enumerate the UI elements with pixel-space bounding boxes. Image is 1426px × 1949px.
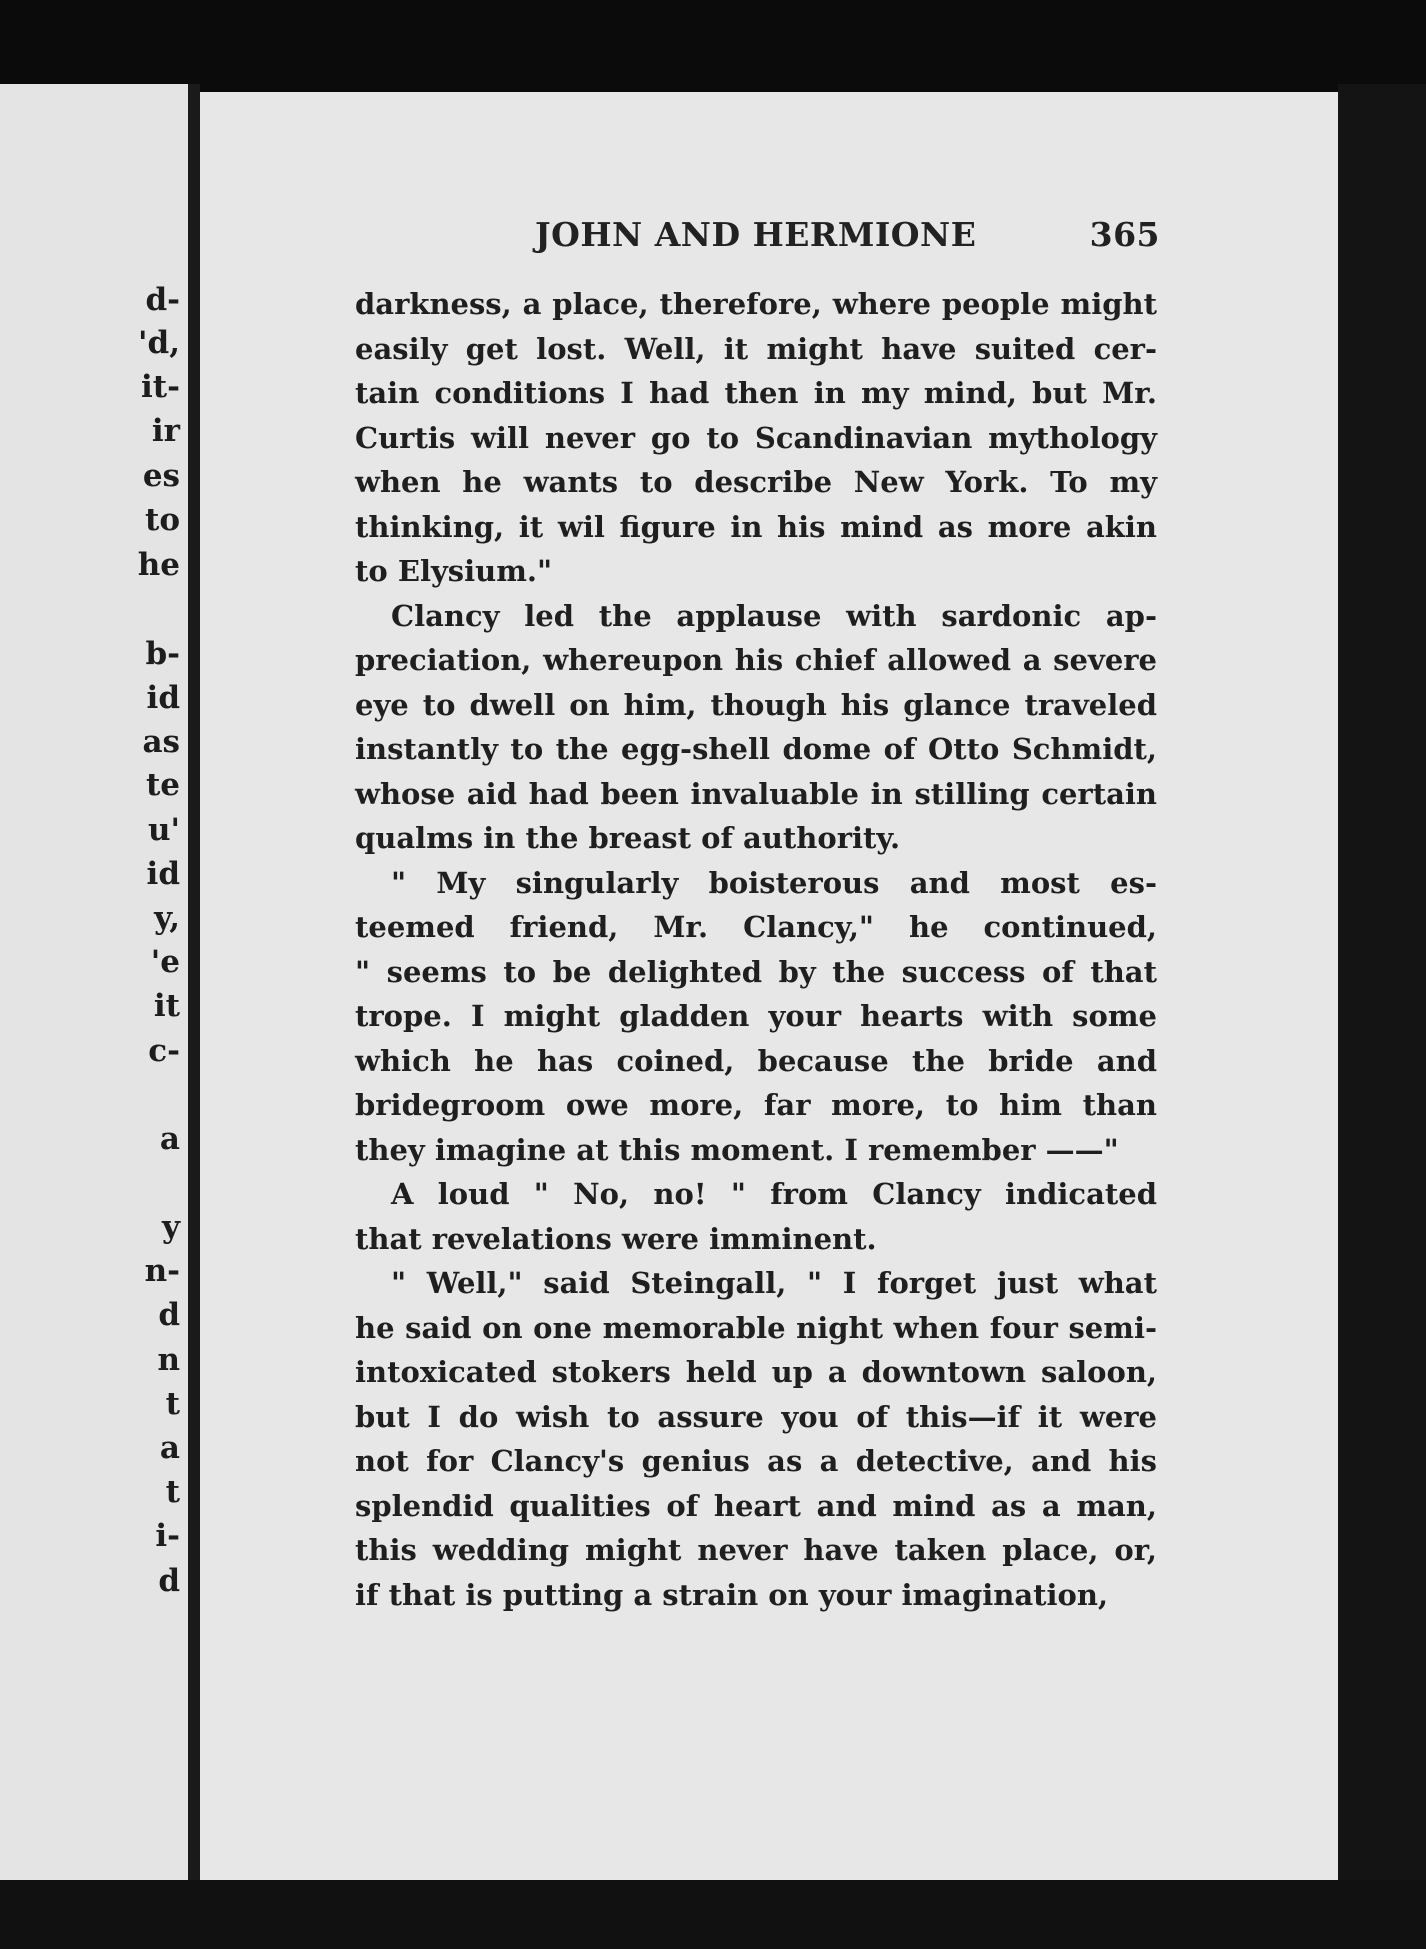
text-line: but I do wish to assure you of this—if it were — [355, 1399, 1157, 1434]
text-line: preciation, whereupon his chief allowed a severe — [355, 643, 1157, 677]
left-page-fragment: to — [145, 502, 180, 538]
running-head-title: JOHN AND HERMIONE — [535, 215, 977, 254]
left-page-fragment: id — [146, 856, 180, 892]
left-page-fragment: c- — [148, 1033, 180, 1069]
scan-background-bottom — [0, 1880, 1426, 1949]
running-head — [535, 215, 1160, 259]
left-page-fragment: he — [137, 547, 180, 583]
left-page-fragment: a — [159, 1430, 180, 1466]
left-page-fragment: u' — [147, 812, 180, 848]
text-line: he said on one memorable night when four semi- — [355, 1310, 1157, 1345]
page-number: 365 — [1089, 215, 1160, 254]
left-page-fragment: d — [158, 1297, 180, 1333]
text-line: Clancy led the applause with sardonic ap- — [391, 598, 1157, 633]
text-line: qualms in the breast of authority. — [355, 821, 901, 855]
text-line: teemed friend, Mr. Clancy," he continued, — [355, 910, 1157, 944]
text-line: splendid qualities of heart and mind as a man, — [355, 1488, 1157, 1523]
text-line: which he has coined, because the bride and — [355, 1043, 1157, 1078]
left-page-fragment: n — [157, 1342, 180, 1378]
text-line: they imagine at this moment. I remember ——" — [355, 1132, 1119, 1167]
text-line: " seems to be delighted by the success of that — [355, 954, 1157, 989]
left-page-fragment: y — [161, 1209, 180, 1245]
scan-background-right — [1338, 84, 1426, 1949]
text-line: tain conditions I had then in my mind, but Mr. — [355, 376, 1157, 410]
left-page-fragment: t — [165, 1386, 180, 1422]
text-line: to Elysium." — [355, 554, 553, 588]
text-line: " Well," said Steingall, " I forget just what — [391, 1266, 1157, 1300]
text-line: Curtis will never go to Scandinavian mythology — [355, 420, 1157, 455]
left-page-fragment: 'e — [150, 944, 180, 980]
left-page-fragment: it — [153, 988, 180, 1024]
text-line: eye to dwell on him, though his glance traveled — [355, 687, 1157, 722]
text-line: " My singularly boisterous and most es- — [391, 865, 1157, 900]
left-page-fragment: 'd, — [138, 325, 180, 361]
previous-page-margin — [0, 84, 188, 1914]
left-page-fragment: as — [142, 724, 180, 760]
text-line: trope. I might gladden your hearts with some — [355, 999, 1157, 1033]
left-page-fragment: it- — [141, 369, 180, 405]
left-page-fragment: t — [165, 1474, 180, 1510]
left-page-fragment: d — [158, 1563, 180, 1599]
text-line: thinking, it wil figure in his mind as more akin — [355, 509, 1157, 544]
text-line: that revelations were imminent. — [355, 1221, 877, 1256]
left-page-fragment: es — [142, 458, 180, 494]
page-body-text — [355, 282, 1157, 1617]
left-page-fragment: a — [159, 1121, 180, 1157]
text-line: when he wants to describe New York. To my — [355, 465, 1157, 499]
text-line: intoxicated stokers held up a downtown saloon, — [355, 1355, 1157, 1389]
text-line: this wedding might never have taken place, or, — [355, 1533, 1157, 1567]
text-line: easily get lost. Well, it might have suited cer- — [355, 331, 1157, 366]
text-line: not for Clancy's genius as a detective, and his — [355, 1444, 1157, 1478]
left-page-fragment: id — [146, 680, 180, 716]
text-line: whose aid had been invaluable in stilling certain — [355, 776, 1157, 811]
left-page-fragment: ir — [151, 413, 180, 449]
left-page-fragment: d- — [145, 282, 180, 318]
text-line: bridegroom owe more, far more, to him than — [355, 1088, 1157, 1122]
text-line: instantly to the egg-shell dome of Otto Schmidt, — [355, 732, 1157, 766]
left-page-fragment: b- — [145, 636, 180, 672]
text-line: if that is putting a strain on your imagination, — [355, 1577, 1109, 1612]
text-line: A loud " No, no! " from Clancy indicated — [391, 1177, 1157, 1211]
left-page-fragment: y, — [154, 900, 180, 936]
book-gutter — [188, 84, 200, 1914]
left-page-fragment: i- — [155, 1518, 180, 1554]
left-page-fragment: te — [145, 767, 180, 803]
left-page-fragment: n- — [144, 1253, 180, 1289]
text-line: darkness, a place, therefore, where people might — [355, 287, 1157, 321]
